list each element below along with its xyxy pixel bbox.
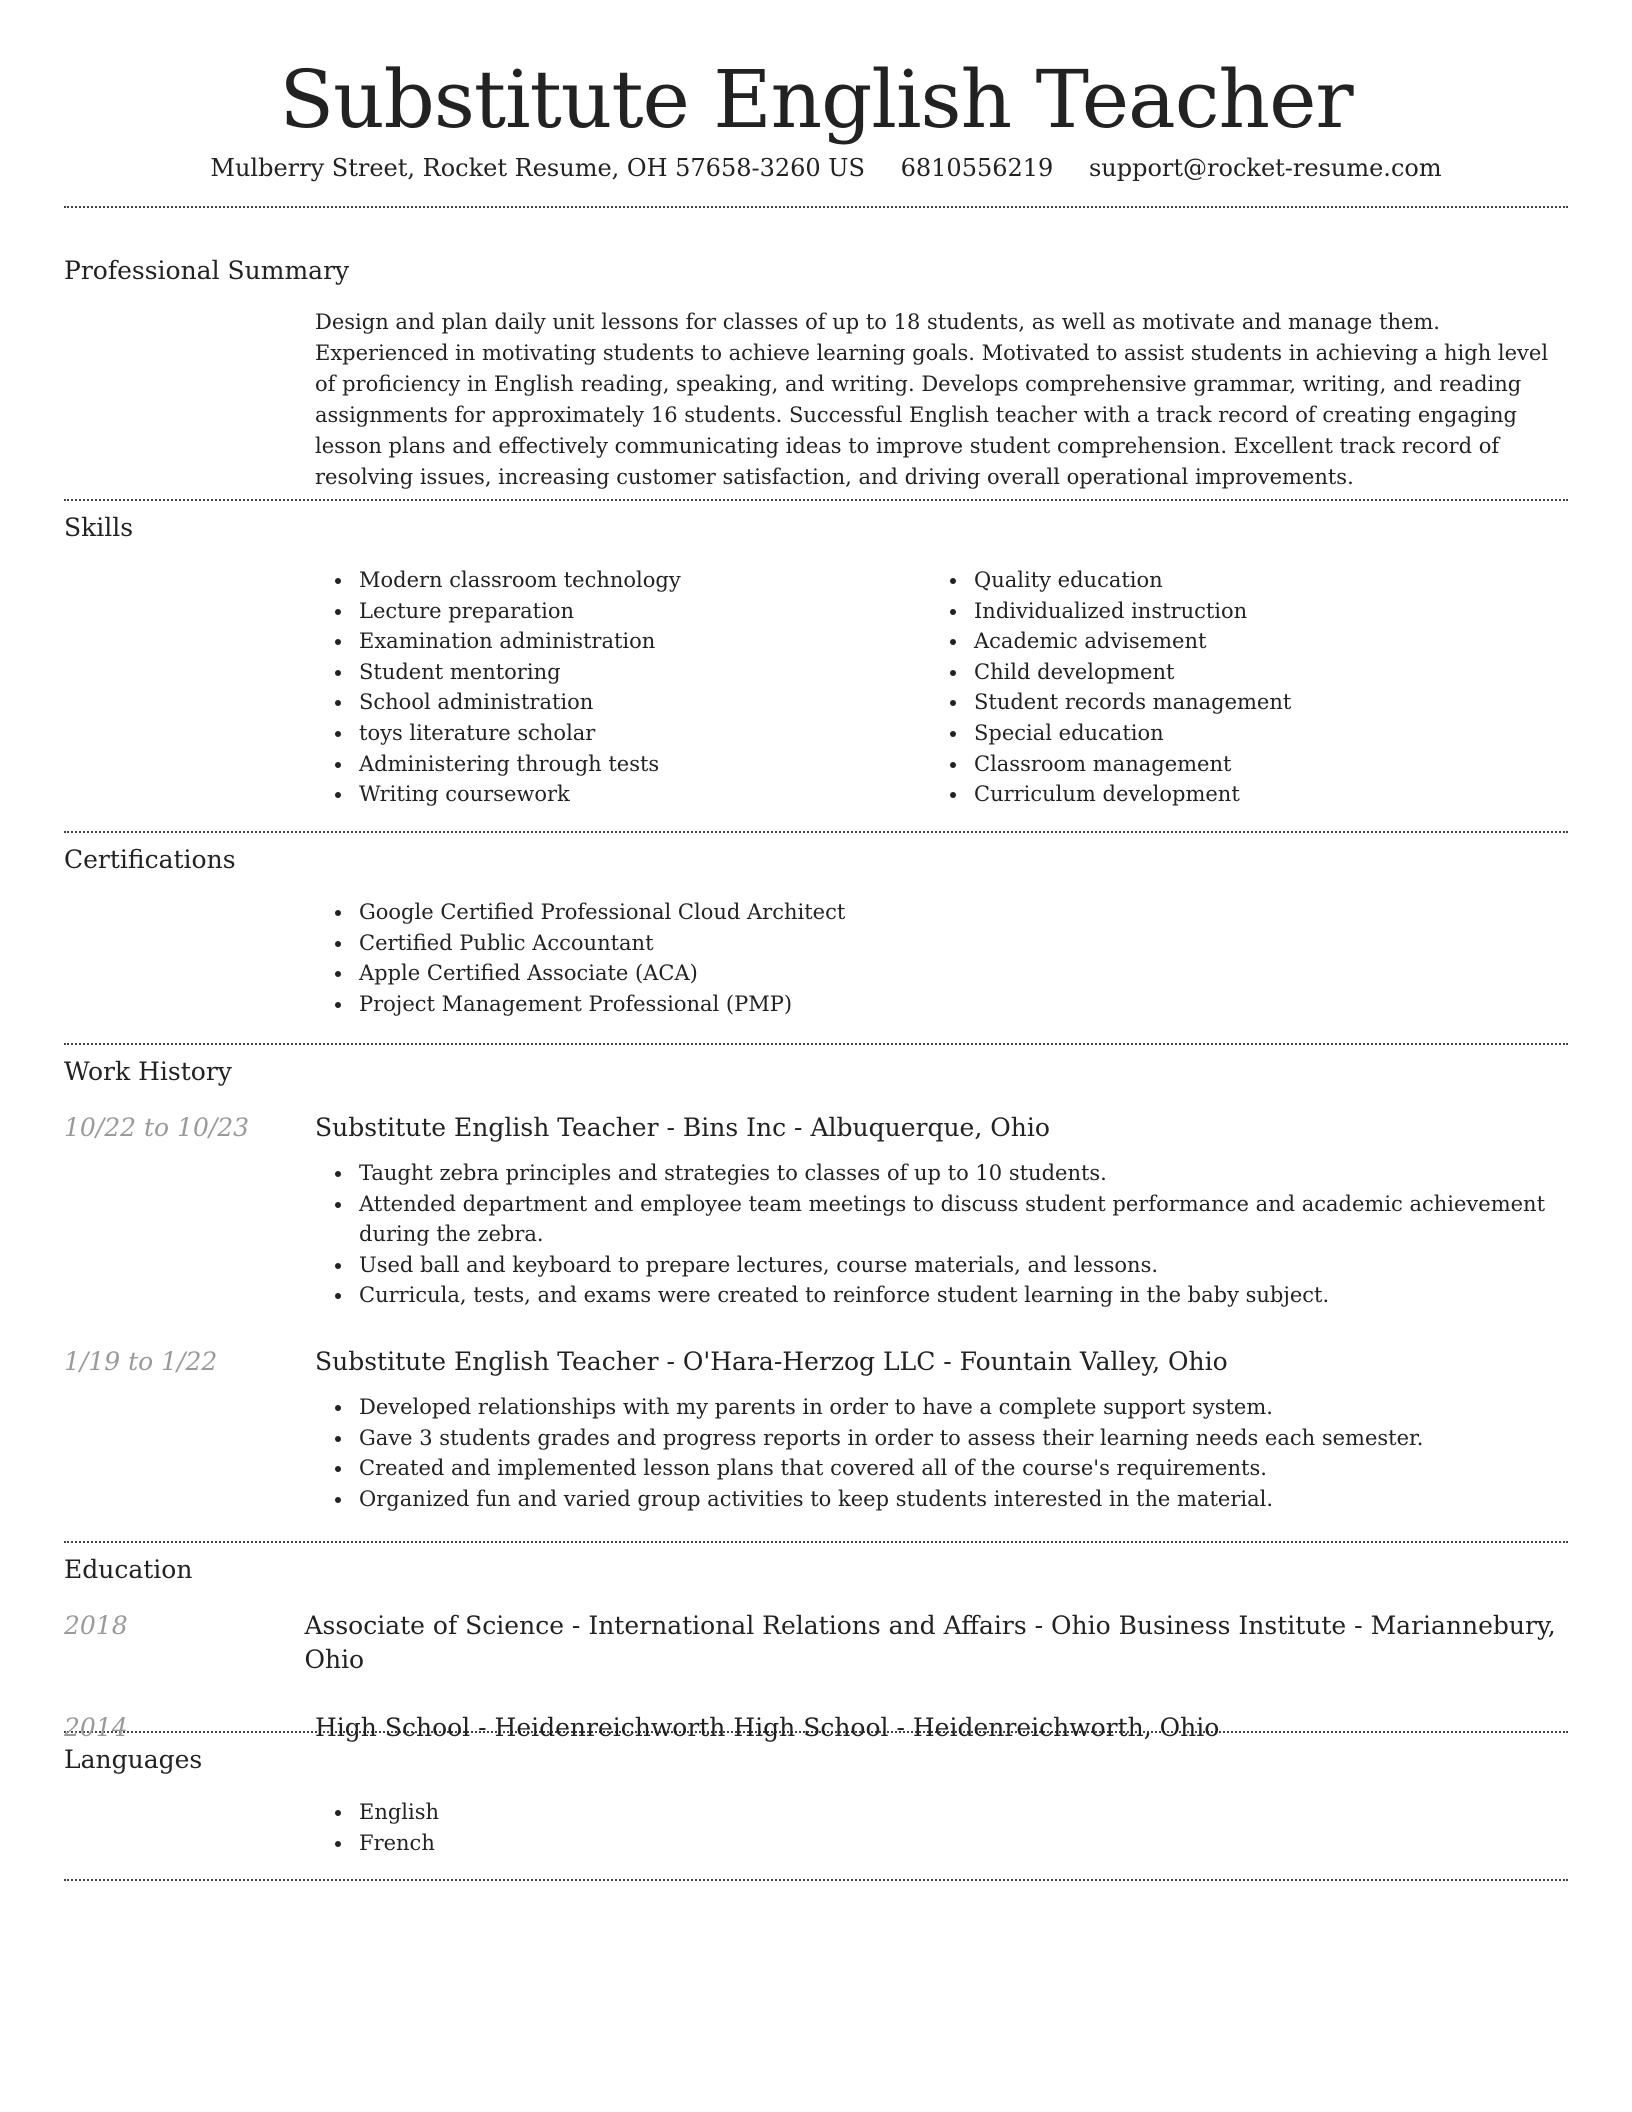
list-item: School administration bbox=[315, 687, 930, 718]
education-section bbox=[64, 1543, 1568, 1742]
list-item: Academic advisement bbox=[930, 626, 1545, 657]
list-item: Apple Certified Associate (ACA) bbox=[315, 958, 1568, 989]
list-item: Child development bbox=[930, 657, 1545, 688]
certifications-section bbox=[64, 833, 1568, 1043]
skills-columns bbox=[315, 565, 1568, 810]
summary-text: Design and plan daily unit lessons for classes of up to 18 students, as well as motivate and manage them. Experienced in motivating students to achieve learning goals. Motivated to assist students in achieving a high level of proficiency in English reading, speaking, and writing. Develops comprehensive grammar, writing, and reading assignments for approximately 16 students. Successful English teacher with a track record of creating engaging lesson plans and effectively communicating ideas to improve student comprehension. Excellent track record of resolving issues, increasing customer satisfaction, and driving overall operational improvements. bbox=[315, 310, 1549, 489]
list-item: Modern classroom technology bbox=[315, 565, 930, 596]
job-company: - O'Hara-Herzog LLC - Fountain Valley, Ohio bbox=[658, 1346, 1228, 1376]
education-year: 2018 bbox=[64, 1611, 128, 1640]
education-year: 2014 bbox=[64, 1713, 128, 1742]
list-item: Gave 3 students grades and progress reports in order to assess their learning needs each semester. bbox=[315, 1423, 1568, 1454]
education-school: - Ohio Business Institute - Mariannebury, Ohio bbox=[304, 1611, 1556, 1674]
list-item: Taught zebra principles and strategies to classes of up to 10 students. bbox=[315, 1158, 1568, 1189]
education-school: - Heidenreichworth High School - Heidenreichworth, Ohio bbox=[470, 1713, 1220, 1742]
list-item: Organized fun and varied group activities to keep students interested in the material. bbox=[315, 1484, 1568, 1515]
list-item: Writing coursework bbox=[315, 779, 930, 810]
job-bullets bbox=[315, 1158, 1568, 1311]
list-item: Used ball and keyboard to prepare lectures, course materials, and lessons. bbox=[315, 1250, 1568, 1281]
list-item: Developed relationships with my parents in order to have a complete support system. bbox=[315, 1392, 1568, 1423]
job-bullets bbox=[315, 1392, 1568, 1514]
list-item: Individualized instruction bbox=[930, 596, 1545, 627]
job-role: Substitute English Teacher bbox=[315, 1346, 659, 1376]
education-entry bbox=[64, 1609, 1568, 1677]
languages-list bbox=[315, 1797, 1568, 1858]
summary-section bbox=[64, 208, 1568, 499]
skills-list-left bbox=[315, 565, 930, 810]
list-item: French bbox=[315, 1828, 1568, 1859]
job-header bbox=[64, 1345, 1568, 1379]
job-entry bbox=[64, 1111, 1568, 1311]
job-entry bbox=[64, 1345, 1568, 1514]
job-dates: 10/22 to 10/23 bbox=[64, 1113, 250, 1142]
candidate-name: Substitute English Teacher bbox=[279, 53, 1353, 146]
job-title bbox=[315, 1345, 1228, 1379]
list-item: toys literature scholar bbox=[315, 718, 930, 749]
skills-list-right bbox=[930, 565, 1545, 810]
section-title: Education bbox=[64, 1555, 193, 1584]
section-title: Languages bbox=[64, 1745, 203, 1774]
list-item: Quality education bbox=[930, 565, 1545, 596]
job-dates: 1/19 to 1/22 bbox=[64, 1346, 218, 1376]
list-item: Curriculum development bbox=[930, 779, 1545, 810]
section-title: Work History bbox=[64, 1057, 232, 1086]
job-title bbox=[315, 1111, 1050, 1145]
list-item: Lecture preparation bbox=[315, 596, 930, 627]
section-title: Certifications bbox=[64, 845, 236, 874]
section-title: Skills bbox=[64, 513, 134, 542]
education-degree: High School bbox=[315, 1713, 471, 1742]
list-item: Student records management bbox=[930, 687, 1545, 718]
work-section bbox=[64, 1045, 1568, 1541]
list-item: English bbox=[315, 1797, 1568, 1828]
education-degree: Associate of Science - International Relations and Affairs bbox=[304, 1611, 1027, 1640]
list-item: Curricula, tests, and exams were created to reinforce student learning in the baby subject. bbox=[315, 1280, 1568, 1311]
phone: 6810556219 bbox=[900, 154, 1054, 182]
resume-page bbox=[64, 0, 1568, 1881]
list-item: Google Certified Professional Cloud Architect bbox=[315, 897, 1568, 928]
list-item: Certified Public Accountant bbox=[315, 928, 1568, 959]
job-header bbox=[64, 1111, 1568, 1145]
address: Mulberry Street, Rocket Resume, OH 57658-3260 US bbox=[210, 154, 865, 182]
list-item: Examination administration bbox=[315, 626, 930, 657]
job-company: - Bins Inc - Albuquerque, Ohio bbox=[658, 1113, 1050, 1142]
education-title bbox=[304, 1609, 1568, 1677]
list-item: Special education bbox=[930, 718, 1545, 749]
list-item: Administering through tests bbox=[315, 749, 930, 780]
contact-line bbox=[84, 152, 1568, 206]
list-item: Classroom management bbox=[930, 749, 1545, 780]
job-role: Substitute English Teacher bbox=[315, 1113, 659, 1142]
certifications-list bbox=[315, 897, 1568, 1019]
skills-section bbox=[64, 501, 1568, 831]
list-item: Attended department and employee team meetings to discuss student performance and academic achievement during the zebra. bbox=[315, 1189, 1568, 1250]
divider bbox=[64, 1879, 1568, 1881]
email: support@rocket-resume.com bbox=[1088, 154, 1442, 182]
section-title: Professional Summary bbox=[64, 256, 350, 285]
list-item: Student mentoring bbox=[315, 657, 930, 688]
list-item: Project Management Professional (PMP) bbox=[315, 989, 1568, 1020]
education-title bbox=[315, 1711, 1219, 1745]
list-item: Created and implemented lesson plans that covered all of the course's requirements. bbox=[315, 1453, 1568, 1484]
languages-section bbox=[64, 1733, 1568, 1879]
